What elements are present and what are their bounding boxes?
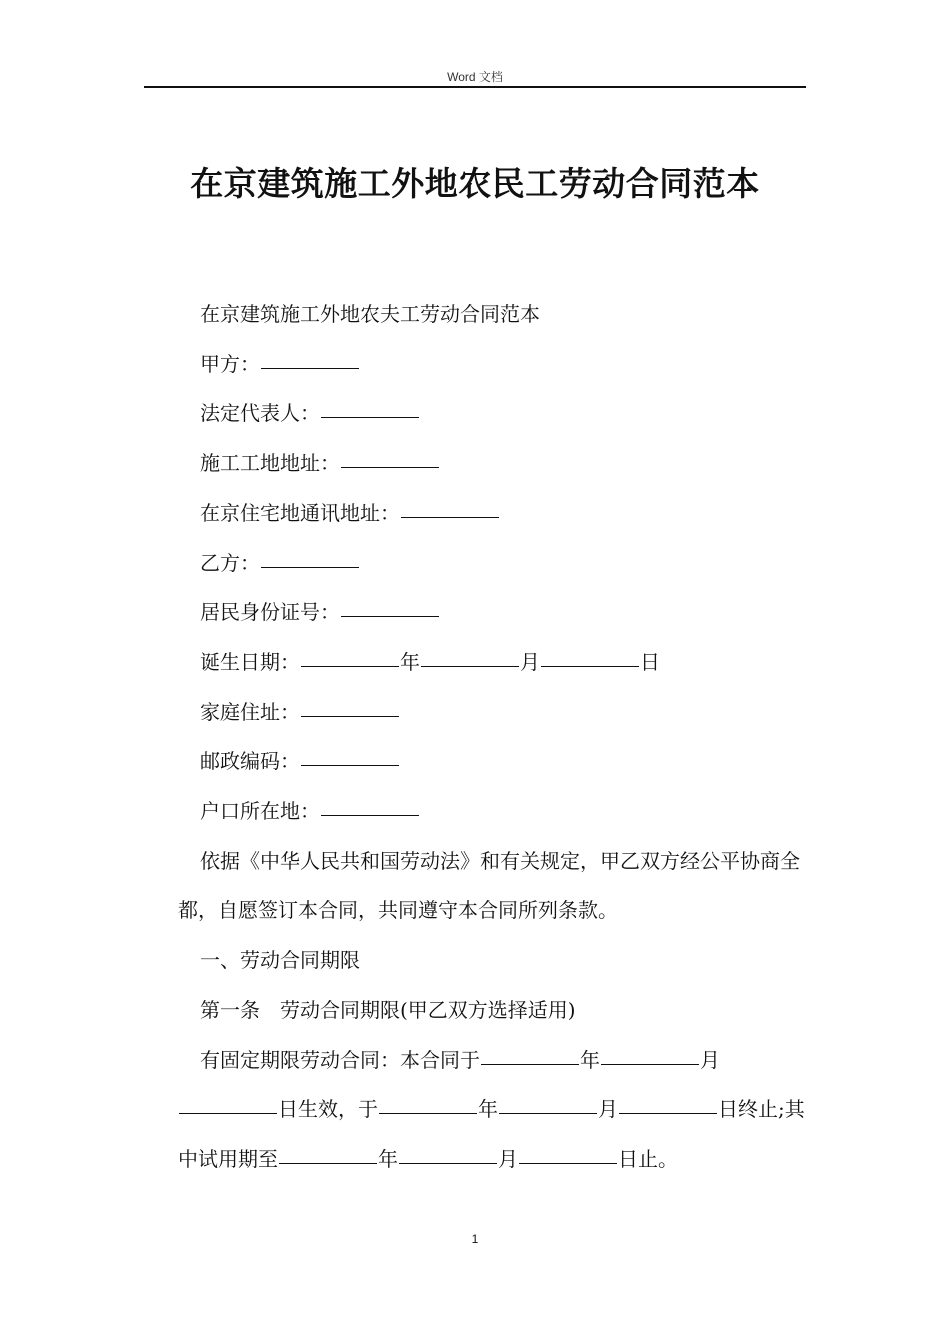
document-title: 在京建筑施工外地农民工劳动合同范本 — [190, 164, 760, 203]
fixed-term-paragraph — [178, 1036, 818, 1185]
blank-field[interactable] — [261, 346, 359, 369]
month-text: 月 — [700, 1047, 720, 1072]
header-rule — [144, 86, 806, 88]
blank-field[interactable] — [179, 1091, 277, 1114]
section-heading: 一、劳动合同期限 — [200, 948, 360, 973]
blank-field[interactable] — [301, 743, 399, 766]
basis-paragraph: 依据《中华人民共和国劳动法》和有关规定，甲乙双方经公平协商全都，自愿签订本合同，共同遵守本合同所列条款。 — [178, 848, 800, 923]
month-text: 月 — [498, 1146, 518, 1171]
fixed-term-text: 有固定期限劳动合同：本合同于 — [200, 1047, 480, 1072]
blank-field[interactable] — [519, 1141, 617, 1164]
year-text: 年 — [400, 649, 420, 674]
blank-field[interactable] — [261, 545, 359, 568]
blank-field[interactable] — [379, 1091, 477, 1114]
id-number-label: 居民身份证号： — [200, 600, 340, 625]
document-body — [178, 290, 818, 1185]
site-address-line — [178, 439, 818, 489]
fixed-term-text: 日生效，于 — [278, 1097, 378, 1122]
blank-field[interactable] — [421, 644, 519, 667]
contract-subtitle: 在京建筑施工外地农夫工劳动合同范本 — [200, 302, 540, 326]
year-text: 年 — [378, 1146, 398, 1171]
legal-rep-line — [178, 389, 818, 439]
article-heading: 第一条 劳动合同期限(甲乙双方选择适用) — [200, 997, 576, 1022]
home-address-line — [178, 688, 818, 738]
legal-rep-label: 法定代表人： — [200, 401, 320, 426]
blank-field[interactable] — [499, 1091, 597, 1114]
site-address-label: 施工工地地址： — [200, 451, 340, 476]
party-b-line — [178, 539, 818, 589]
day-text: 日 — [640, 649, 660, 674]
postcode-label: 邮政编码： — [200, 749, 300, 774]
postcode-line — [178, 737, 818, 787]
hukou-label: 户口所在地： — [200, 799, 320, 824]
blank-field[interactable] — [341, 594, 439, 617]
party-a-label: 甲方： — [200, 351, 260, 376]
blank-field[interactable] — [279, 1141, 377, 1164]
year-text: 年 — [580, 1047, 600, 1072]
blank-field[interactable] — [301, 694, 399, 717]
page-number: 1 — [471, 1232, 479, 1246]
beijing-address-line — [178, 489, 818, 539]
party-b-label: 乙方： — [200, 550, 260, 575]
beijing-address-label: 在京住宅地通讯地址： — [200, 500, 400, 525]
month-text: 月 — [520, 649, 540, 674]
hukou-line — [178, 787, 818, 837]
blank-field[interactable] — [401, 495, 499, 518]
blank-field[interactable] — [481, 1042, 579, 1065]
fixed-term-text: 日终止;其中试用期至 — [178, 1097, 805, 1171]
blank-field[interactable] — [541, 644, 639, 667]
party-a-line — [178, 340, 818, 390]
birth-date-line — [178, 638, 818, 688]
birth-date-label: 诞生日期： — [200, 649, 300, 674]
blank-field[interactable] — [321, 395, 419, 418]
blank-field[interactable] — [341, 445, 439, 468]
page-header: Word 文档 — [447, 70, 503, 84]
month-text: 月 — [598, 1097, 618, 1122]
id-number-line — [178, 588, 818, 638]
blank-field[interactable] — [619, 1091, 717, 1114]
home-address-label: 家庭住址： — [200, 699, 300, 724]
year-text: 年 — [478, 1097, 498, 1122]
blank-field[interactable] — [301, 644, 399, 667]
blank-field[interactable] — [321, 793, 419, 816]
blank-field[interactable] — [601, 1042, 699, 1065]
blank-field[interactable] — [399, 1141, 497, 1164]
fixed-term-text: 日止。 — [618, 1146, 678, 1171]
